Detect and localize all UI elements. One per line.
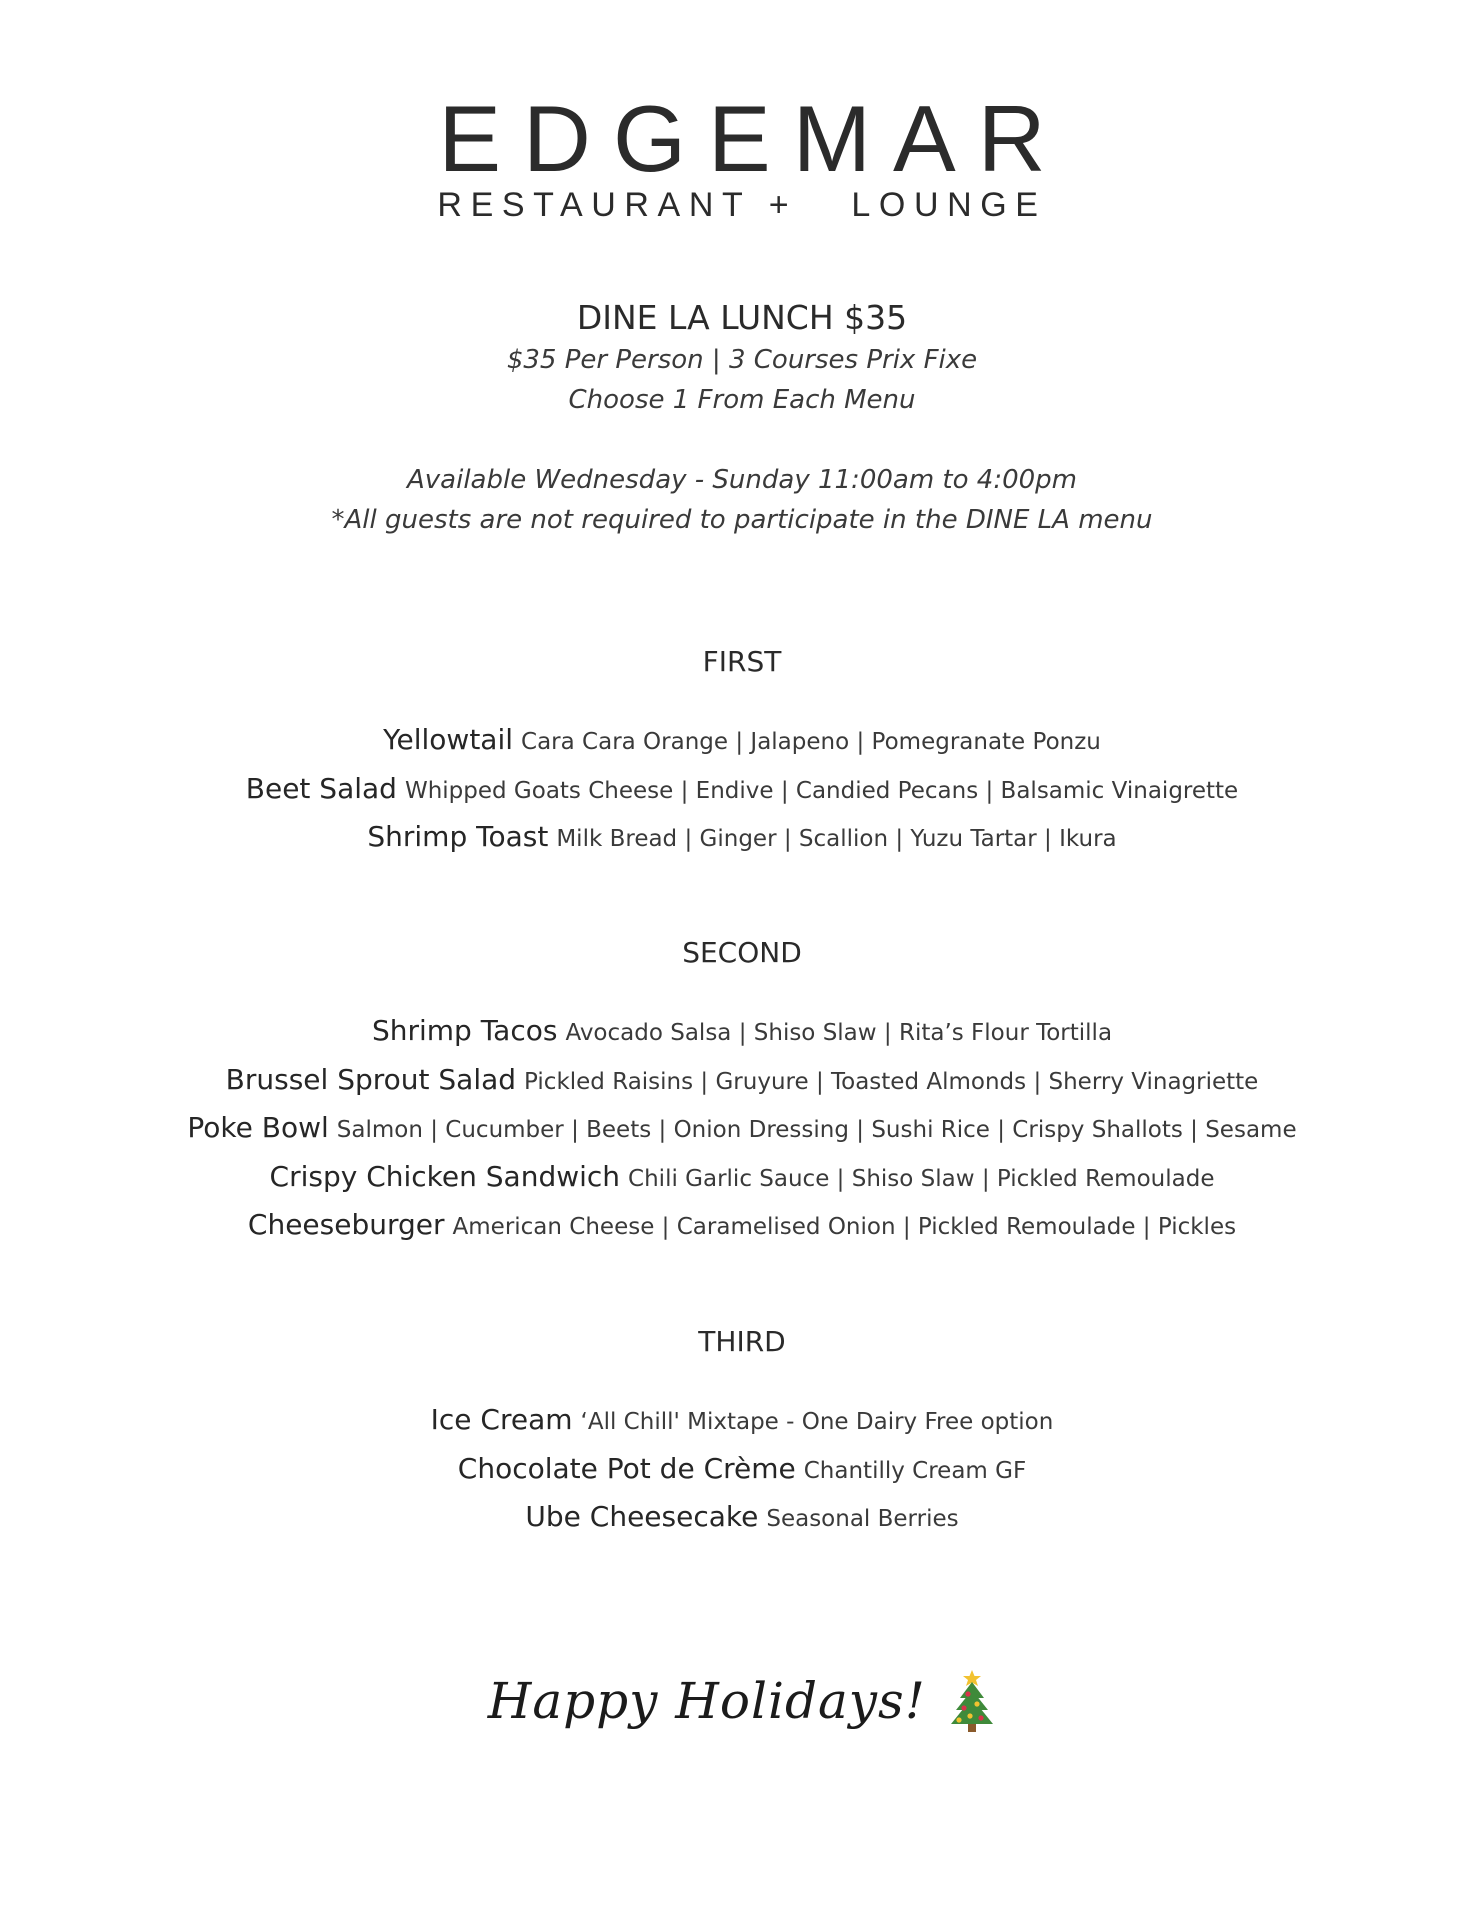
course-title: SECOND: [682, 936, 802, 969]
item-name: Ice Cream: [430, 1403, 573, 1436]
course-title: THIRD: [698, 1325, 786, 1358]
logo-name: EDGEMAR: [438, 86, 1068, 191]
restaurant-logo: [0, 86, 1484, 224]
christmas-tree-icon: [948, 1668, 996, 1734]
menu-item: [0, 718, 1484, 767]
choose-line: Choose 1 From Each Menu: [568, 385, 916, 415]
menu-intro: [0, 296, 1484, 540]
item-description: Pickled Raisins | Gruyure | Toasted Almonds | Sherry Vinagriette: [524, 1068, 1259, 1095]
course-second: [0, 933, 1484, 1252]
holiday-greeting: [0, 1668, 1484, 1734]
item-name: Shrimp Tacos: [371, 1014, 558, 1047]
item-name: Cheeseburger: [247, 1208, 445, 1241]
price-line: $35 Per Person | 3 Courses Prix Fixe: [506, 345, 978, 375]
item-description: Chili Garlic Sauce | Shiso Slaw | Pickled Remoulade: [628, 1165, 1215, 1192]
logo-tagline: RESTAURANT + LOUNGE: [437, 186, 1047, 224]
menu-item: [0, 1106, 1484, 1155]
item-name: Shrimp Toast: [367, 820, 549, 853]
item-name: Chocolate Pot de Crème: [457, 1451, 796, 1485]
menu-item: [0, 1447, 1484, 1496]
participation-note: *All guests are not required to participate in the DINE LA menu: [331, 505, 1153, 535]
item-description: ‘All Chill' Mixtape - One Dairy Free option: [580, 1409, 1054, 1435]
item-description: Salmon | Cucumber | Beets | Onion Dressing | Sushi Rice | Crispy Shallots | Sesame: [336, 1117, 1297, 1143]
menu-item: [0, 1009, 1484, 1058]
course-first: [0, 642, 1484, 864]
item-name: Yellowtail: [383, 723, 514, 756]
item-name: Poke Bowl: [187, 1111, 329, 1144]
menu-item: [0, 815, 1484, 864]
item-name: Brussel Sprout Salad: [225, 1062, 517, 1096]
menu-title: DINE LA LUNCH $35: [576, 298, 908, 337]
item-name: Crispy Chicken Sandwich: [269, 1159, 621, 1193]
menu-item: [0, 1203, 1484, 1252]
item-description: Chantilly Cream GF: [803, 1457, 1027, 1484]
menu-item: [0, 1058, 1484, 1107]
item-description: American Cheese | Caramelised Onion | Pickled Remoulade | Pickles: [452, 1214, 1237, 1240]
greeting-text: Happy Holidays!: [487, 1672, 926, 1730]
menu-item: [0, 1398, 1484, 1447]
item-name: Beet Salad: [245, 771, 397, 805]
item-description: Avocado Salsa | Shiso Slaw | Rita’s Flour Tortilla: [565, 1020, 1113, 1046]
item-description: Cara Cara Orange | Jalapeno | Pomegranate Ponzu: [521, 729, 1101, 755]
item-description: Whipped Goats Cheese | Endive | Candied Pecans | Balsamic Vinaigrette: [404, 777, 1239, 804]
availability-line: Available Wednesday - Sunday 11:00am to 4:00pm: [406, 465, 1078, 495]
course-third: [0, 1322, 1484, 1544]
item-description: Seasonal Berries: [766, 1506, 959, 1532]
menu-item: [0, 1495, 1484, 1544]
menu-item: [0, 767, 1484, 816]
course-title: FIRST: [702, 645, 782, 678]
menu-item: [0, 1155, 1484, 1204]
item-description: Milk Bread | Ginger | Scallion | Yuzu Tartar | Ikura: [556, 826, 1117, 852]
item-name: Ube Cheesecake: [525, 1500, 759, 1533]
